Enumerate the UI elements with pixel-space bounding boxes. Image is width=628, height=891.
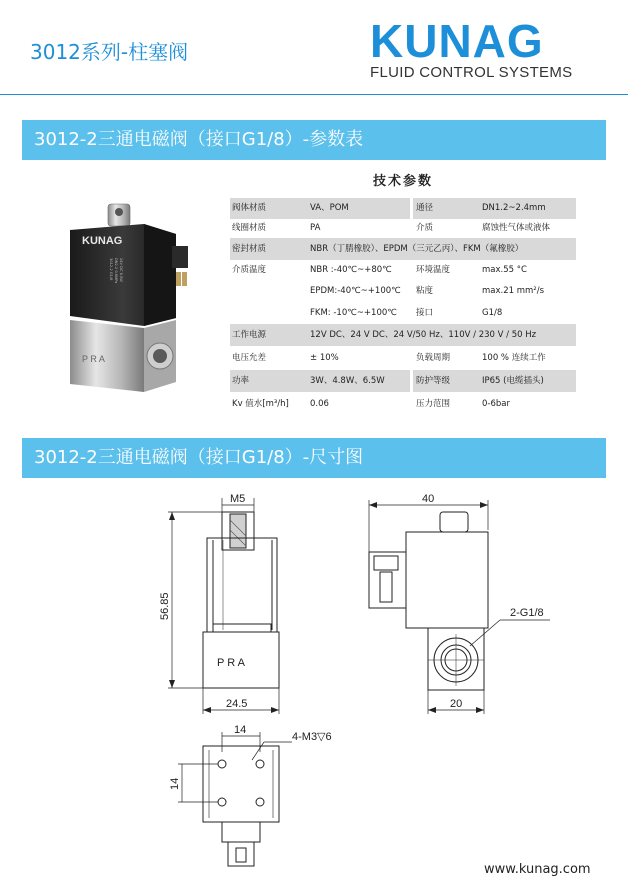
spec-value: 12V DC、24 V DC、24 V/50 Hz、110V / 230 V / 50 Hz bbox=[310, 330, 537, 340]
coil-spec-line-1: 3012-2 G1/8 bbox=[109, 258, 113, 281]
spec-row bbox=[230, 281, 576, 302]
spec-value: 100 % 连续工作 bbox=[482, 353, 546, 363]
dimension-drawing bbox=[0, 478, 628, 878]
product-photo bbox=[60, 200, 200, 400]
front-view bbox=[159, 493, 279, 714]
spec-value: G1/8 bbox=[482, 308, 503, 318]
spec-label: Kv 值水[m³/h] bbox=[232, 399, 289, 409]
spec-label: 环境温度 bbox=[416, 265, 451, 275]
spec-value: IP65 (电缆插头) bbox=[482, 376, 544, 386]
dim-bottom-height: 14 bbox=[169, 777, 181, 790]
spec-row bbox=[230, 238, 576, 260]
spec-value: NBR :-40℃~+80℃ bbox=[310, 265, 392, 275]
series-title: 3012系列-柱塞阀 bbox=[30, 40, 189, 64]
column-divider bbox=[410, 198, 413, 219]
dim-m5: M5 bbox=[230, 493, 246, 505]
spec-row bbox=[230, 260, 576, 281]
spec-row bbox=[230, 392, 576, 416]
dim-front-width: 24.5 bbox=[226, 698, 248, 710]
spec-label: 功率 bbox=[232, 376, 250, 386]
spec-label: 粘度 bbox=[416, 286, 434, 296]
spec-row bbox=[230, 219, 576, 238]
spec-row bbox=[230, 324, 576, 346]
body-port-letters: P R A bbox=[82, 354, 105, 364]
spec-value: FKM: -10℃~+100℃ bbox=[310, 308, 397, 318]
spec-value: 0.06 bbox=[310, 399, 329, 409]
section-title-parameters: 3012-2三通电磁阀（接口G1/8）-参数表 bbox=[22, 120, 606, 160]
dim-mount-holes: 4-M3▽6 bbox=[292, 731, 332, 743]
website-url[interactable]: www.kunag.com bbox=[484, 862, 591, 877]
spec-label: 线圈材质 bbox=[232, 223, 267, 233]
dim-height: 56.85 bbox=[159, 592, 171, 620]
header-divider bbox=[0, 94, 628, 95]
spec-table bbox=[230, 198, 576, 416]
spec-label: 阀体材质 bbox=[232, 203, 267, 213]
spec-row bbox=[230, 198, 576, 219]
spec-row bbox=[230, 302, 576, 324]
spec-label: 通径 bbox=[416, 203, 434, 213]
spec-value: max.21 mm²/s bbox=[482, 286, 544, 296]
dim-bottom-width: 14 bbox=[234, 724, 247, 736]
spec-value: DN1.2~2.4mm bbox=[482, 203, 546, 213]
coil-brand-label: KUNAG bbox=[82, 235, 123, 247]
spec-value: 腐蚀性气体或液体 bbox=[482, 223, 551, 233]
coil-spec-line-2: DN2.2 0.6MPa bbox=[114, 258, 118, 284]
spec-row bbox=[230, 346, 576, 370]
section-title-dimensions: 3012-2三通电磁阀（接口G1/8）-尺寸图 bbox=[22, 438, 606, 478]
spec-value: ± 10% bbox=[310, 353, 339, 363]
brand-tagline: FLUID CONTROL SYSTEMS bbox=[370, 64, 573, 81]
spec-label: 压力范围 bbox=[416, 399, 451, 409]
spec-value: 3W、4.8W、6.5W bbox=[310, 376, 385, 386]
spec-row bbox=[230, 370, 576, 392]
spec-table-title: 技术参数 bbox=[372, 174, 433, 189]
spec-label: 负载周期 bbox=[416, 353, 451, 363]
spec-value: EPDM:-40℃~+100℃ bbox=[310, 286, 401, 296]
spec-label: 接口 bbox=[416, 308, 434, 318]
spec-value: VA、POM bbox=[310, 203, 349, 213]
spec-label: 工作电源 bbox=[232, 330, 267, 340]
spec-label: 电压允差 bbox=[232, 353, 267, 363]
coil-spec-line-3: 24V DC 6.5W bbox=[119, 258, 123, 282]
spec-label: 密封材质 bbox=[232, 244, 267, 254]
front-body-letters: P R A bbox=[217, 657, 245, 669]
spec-value: max.55 °C bbox=[482, 265, 527, 275]
spec-label: 介质温度 bbox=[232, 265, 267, 275]
spec-label: 介质 bbox=[416, 223, 434, 233]
dim-port: 2-G1/8 bbox=[510, 607, 544, 619]
spec-value: NBR（丁腈橡胶）、EPDM（三元乙丙）、FKM（氟橡胶） bbox=[310, 244, 524, 254]
column-divider bbox=[410, 370, 413, 392]
dim-side-bottom: 20 bbox=[450, 698, 463, 710]
side-view bbox=[369, 493, 550, 714]
spec-label: 防护等级 bbox=[416, 376, 451, 386]
bottom-view bbox=[169, 724, 332, 866]
dim-side-width: 40 bbox=[422, 493, 435, 505]
spec-value: 0-6bar bbox=[482, 399, 510, 409]
brand-name: KUNAG bbox=[370, 15, 544, 67]
spec-value: PA bbox=[310, 223, 321, 233]
brand-logo bbox=[370, 15, 580, 81]
